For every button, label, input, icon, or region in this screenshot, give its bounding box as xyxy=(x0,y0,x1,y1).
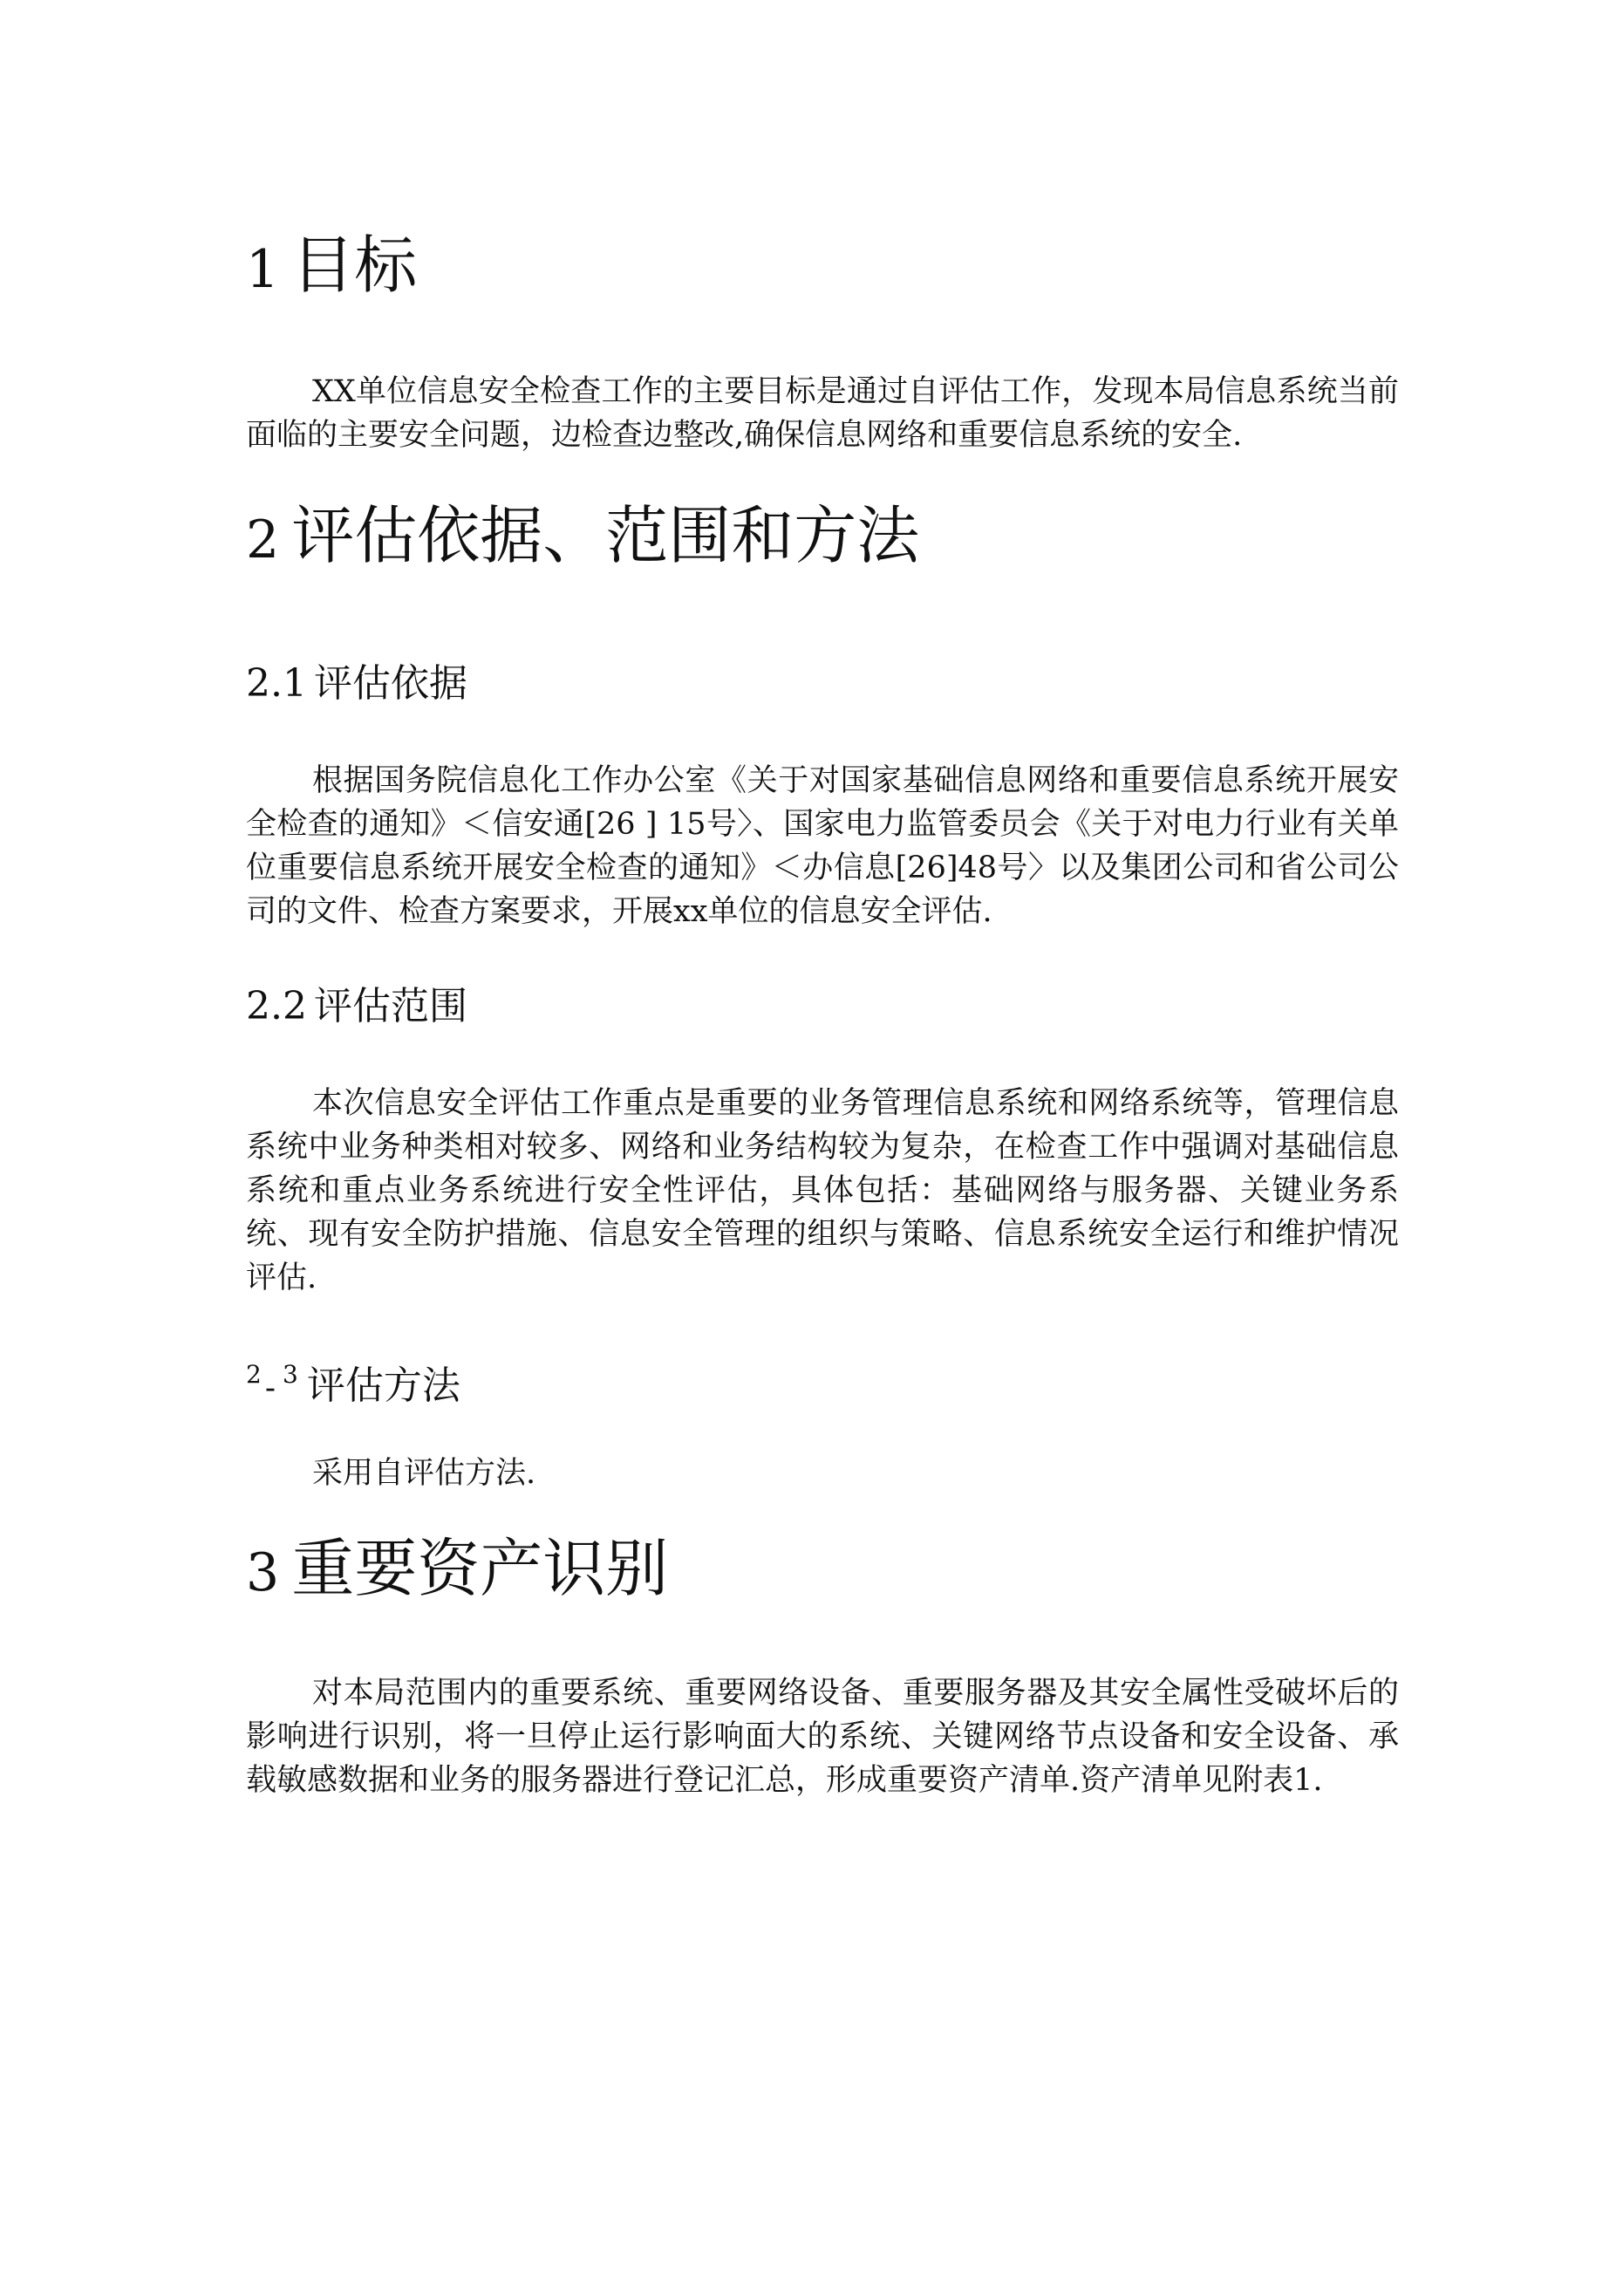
subsection-2-1-paragraph: 根据国务院信息化工作办公室《关于对国家基础信息网络和重要信息系统开展安全检查的通知》＜信安通[26 ] 15号〉、国家电力监管委员会《关于对电力行业有关单位重要信息系统开展安全检查的通知》＜办信息[26]48号〉以及集团公司和省公司公司的文件、检查方案要求，开展xx单位的信息安全评估. xyxy=(246,763,1399,929)
section-3-title: 重要资产识别 xyxy=(291,1532,669,1605)
subsection-2-3-number-part1: 2 xyxy=(246,1360,262,1389)
section-3-paragraph: 对本局范围内的重要系统、重要网络设备、重要服务器及其安全属性受破坏后的影响进行识别，将一旦停止运行影响面大的系统、关键网络节点设备和安全设备、承载敏感数据和业务的服务器进行登记汇总，形成重要资产清单.资产清单见附表1. xyxy=(246,1676,1399,1798)
section-2-number: 2 xyxy=(246,509,280,571)
subsection-2-3-title: 评估方法 xyxy=(306,1363,460,1408)
section-1-number: 1 xyxy=(246,239,280,300)
subsection-2-2-heading xyxy=(246,982,467,1031)
subsection-2-1-number: 2.1 xyxy=(246,661,307,706)
subsection-2-2-title: 评估范围 xyxy=(313,984,467,1028)
subsection-2-1-heading xyxy=(246,659,467,708)
section-1-heading xyxy=(246,229,417,306)
section-3-number: 3 xyxy=(246,1542,280,1603)
section-1-paragraph: XX单位信息安全检查工作的主要目标是通过自评估工作，发现本局信息系统当前面临的主要安全问题，边检查边整改,确保信息网络和重要信息系统的安全. xyxy=(246,374,1399,453)
subsection-2-3-paragraph: 采用自评估方法. xyxy=(312,1456,536,1491)
subsection-2-3-number-part2: 3 xyxy=(283,1360,298,1389)
subsection-2-3-heading xyxy=(246,1350,460,1413)
section-3-heading xyxy=(246,1532,668,1609)
subsection-2-2-number: 2.2 xyxy=(246,984,307,1028)
section-2-title: 评估依据、范围和方法 xyxy=(291,499,920,572)
section-1-title: 目标 xyxy=(291,229,418,302)
subsection-2-3-number-separator: - xyxy=(264,1370,276,1406)
subsection-2-2-paragraph: 本次信息安全评估工作重点是重要的业务管理信息系统和网络系统等，管理信息系统中业务种类相对较多、网络和业务结构较为复杂，在检查工作中强调对基础信息系统和重点业务系统进行安全性评估，具体包括：基础网络与服务器、关键业务系统、现有安全防护措施、信息安全管理的组织与策略、信息系统安全运行和维护情况评估. xyxy=(246,1086,1399,1295)
section-2-heading xyxy=(246,499,919,577)
subsection-2-1-title: 评估依据 xyxy=(313,661,467,706)
